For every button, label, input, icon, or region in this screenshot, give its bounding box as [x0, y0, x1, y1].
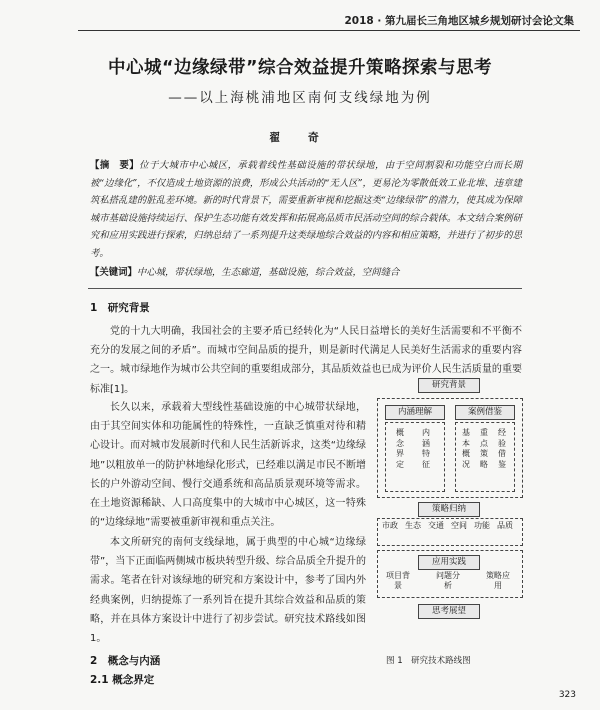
- para-text: 本文所研究的南何支线绿地，属于典型的中心城“边缘绿带”，当下正面临两侧城市板块转型升级、综合品质全升提升的需求。笔者在针对该绿地的研究和方案设计中，参考了国内外经典案例，归纳提炼了一系列旨在提升其综合效益和品质的策略，并在具体方案设计中进行了初步尝试。研究技术路线如图 1。: [90, 537, 366, 645]
- para-text: 党的十九大明确，我国社会的主要矛盾已经转化为“人民日益增长的美好生活需要和不平衡不充分的发展之间的矛盾”。而城市空间品质的提升，则是新时代满足人民美好生活需求的重要内容之一。城市绿地作为城市公共空间的重要组成部分，其品质效益也已成为评价人民生活质量的重要标准[1]。: [90, 326, 522, 395]
- fig-item: 交通: [428, 521, 444, 530]
- fig-node-application: 应用实践: [418, 555, 480, 570]
- figure-caption: 图 1 研究技术路线图: [386, 656, 471, 666]
- fig-item: 经验借鉴: [498, 428, 506, 469]
- fig-node-background: 研究背景: [418, 378, 480, 393]
- fig-item: 内涵特征: [422, 428, 430, 469]
- abstract: [90, 157, 522, 263]
- keywords-label: 【关键词】: [90, 267, 137, 278]
- fig-item: 概念界定: [396, 428, 404, 469]
- fig-item: 重点策略: [480, 428, 488, 469]
- page-number: 323: [558, 690, 576, 700]
- section-1-paragraph-3: [90, 533, 366, 648]
- fig-item: 功能: [474, 521, 490, 530]
- header-rule: [78, 30, 580, 31]
- fig-node-strategy: 策略归纳: [418, 502, 480, 517]
- section-2-heading: 2 概念与内涵: [90, 655, 161, 667]
- fig-item: 空间: [451, 521, 467, 530]
- paper-title: 中心城“边缘绿带”综合效益提升策略探索与思考: [107, 58, 492, 78]
- fig-node-cases: 案例借鉴: [455, 405, 515, 420]
- fig-item: 市政: [382, 521, 398, 530]
- fig-item: 生态: [405, 521, 421, 530]
- keywords-text: 中心城，带状绿地，生态廊道，基础设施，综合效益，空间缝合: [136, 267, 400, 278]
- section-1-heading: 1 研究背景: [90, 302, 150, 314]
- fig-item: 问题分析: [436, 571, 460, 590]
- fig-left-box: [385, 422, 445, 492]
- section-2-1-heading: 2.1 概念界定: [90, 674, 155, 686]
- fig-node-outlook: 思考展望: [418, 604, 480, 619]
- fig-item: 品质: [497, 521, 513, 530]
- divider: [88, 288, 522, 289]
- fig-item: 策略应用: [486, 571, 510, 590]
- paper-subtitle: ——以上海桃浦地区南何支线绿地为例: [168, 90, 432, 106]
- section-1-paragraph-2: [90, 398, 366, 532]
- research-roadmap-figure: [375, 378, 525, 628]
- para-text: 长久以来，承载着大型线性基础设施的中心城带状绿地，由于其空间实体和功能属性的特殊性，一直缺乏慎重对待和精心设计。而对城市发展新时代和人民生活新诉求，这类“边缘绿地”以粗放单一的防护林地绿化形式，已经难以满足市民不断增长的户外游动空间、慢行交通系统和高品质景观环境等需求。在土地资源稀缺、人口高度集中的大城市中心城区，这一特殊的“边缘绿地”需要被重新审视和重点关注。: [90, 402, 366, 529]
- fig-item: 项目背景: [386, 571, 410, 590]
- abstract-text: 位于大城市中心城区，承载着线性基础设施的带状绿地，由于空间割裂和功能空白而长期被“边缘化”，不仅造成土地资源的浪费，形成公共活动的“无人区”，更易沦为零散低效工业北堆、违章建筑私搭乱建的脏乱差环境。新的时代背景下，需要重新审视和挖掘这类“边缘绿带”的潜力，使其成为保障城市基础设施持续运行、保护生态功能有效发挥和拓展高品质市民活动空间的综合载体。本文结合案例研究和应用实践进行探索，归纳总结了一系列提升这类绿地综合效益的内容和相应策略，并进行了初步的思考。: [90, 160, 522, 259]
- running-header: 2018 · 第九届长三角地区城乡规划研讨会论文集: [344, 15, 574, 27]
- keywords: [90, 264, 522, 281]
- fig-node-connotation: 内涵理解: [385, 405, 445, 420]
- fig-item: 基本概况: [462, 428, 470, 469]
- abstract-label: 【摘 要】: [90, 160, 140, 171]
- author: 翟 奇: [269, 131, 331, 144]
